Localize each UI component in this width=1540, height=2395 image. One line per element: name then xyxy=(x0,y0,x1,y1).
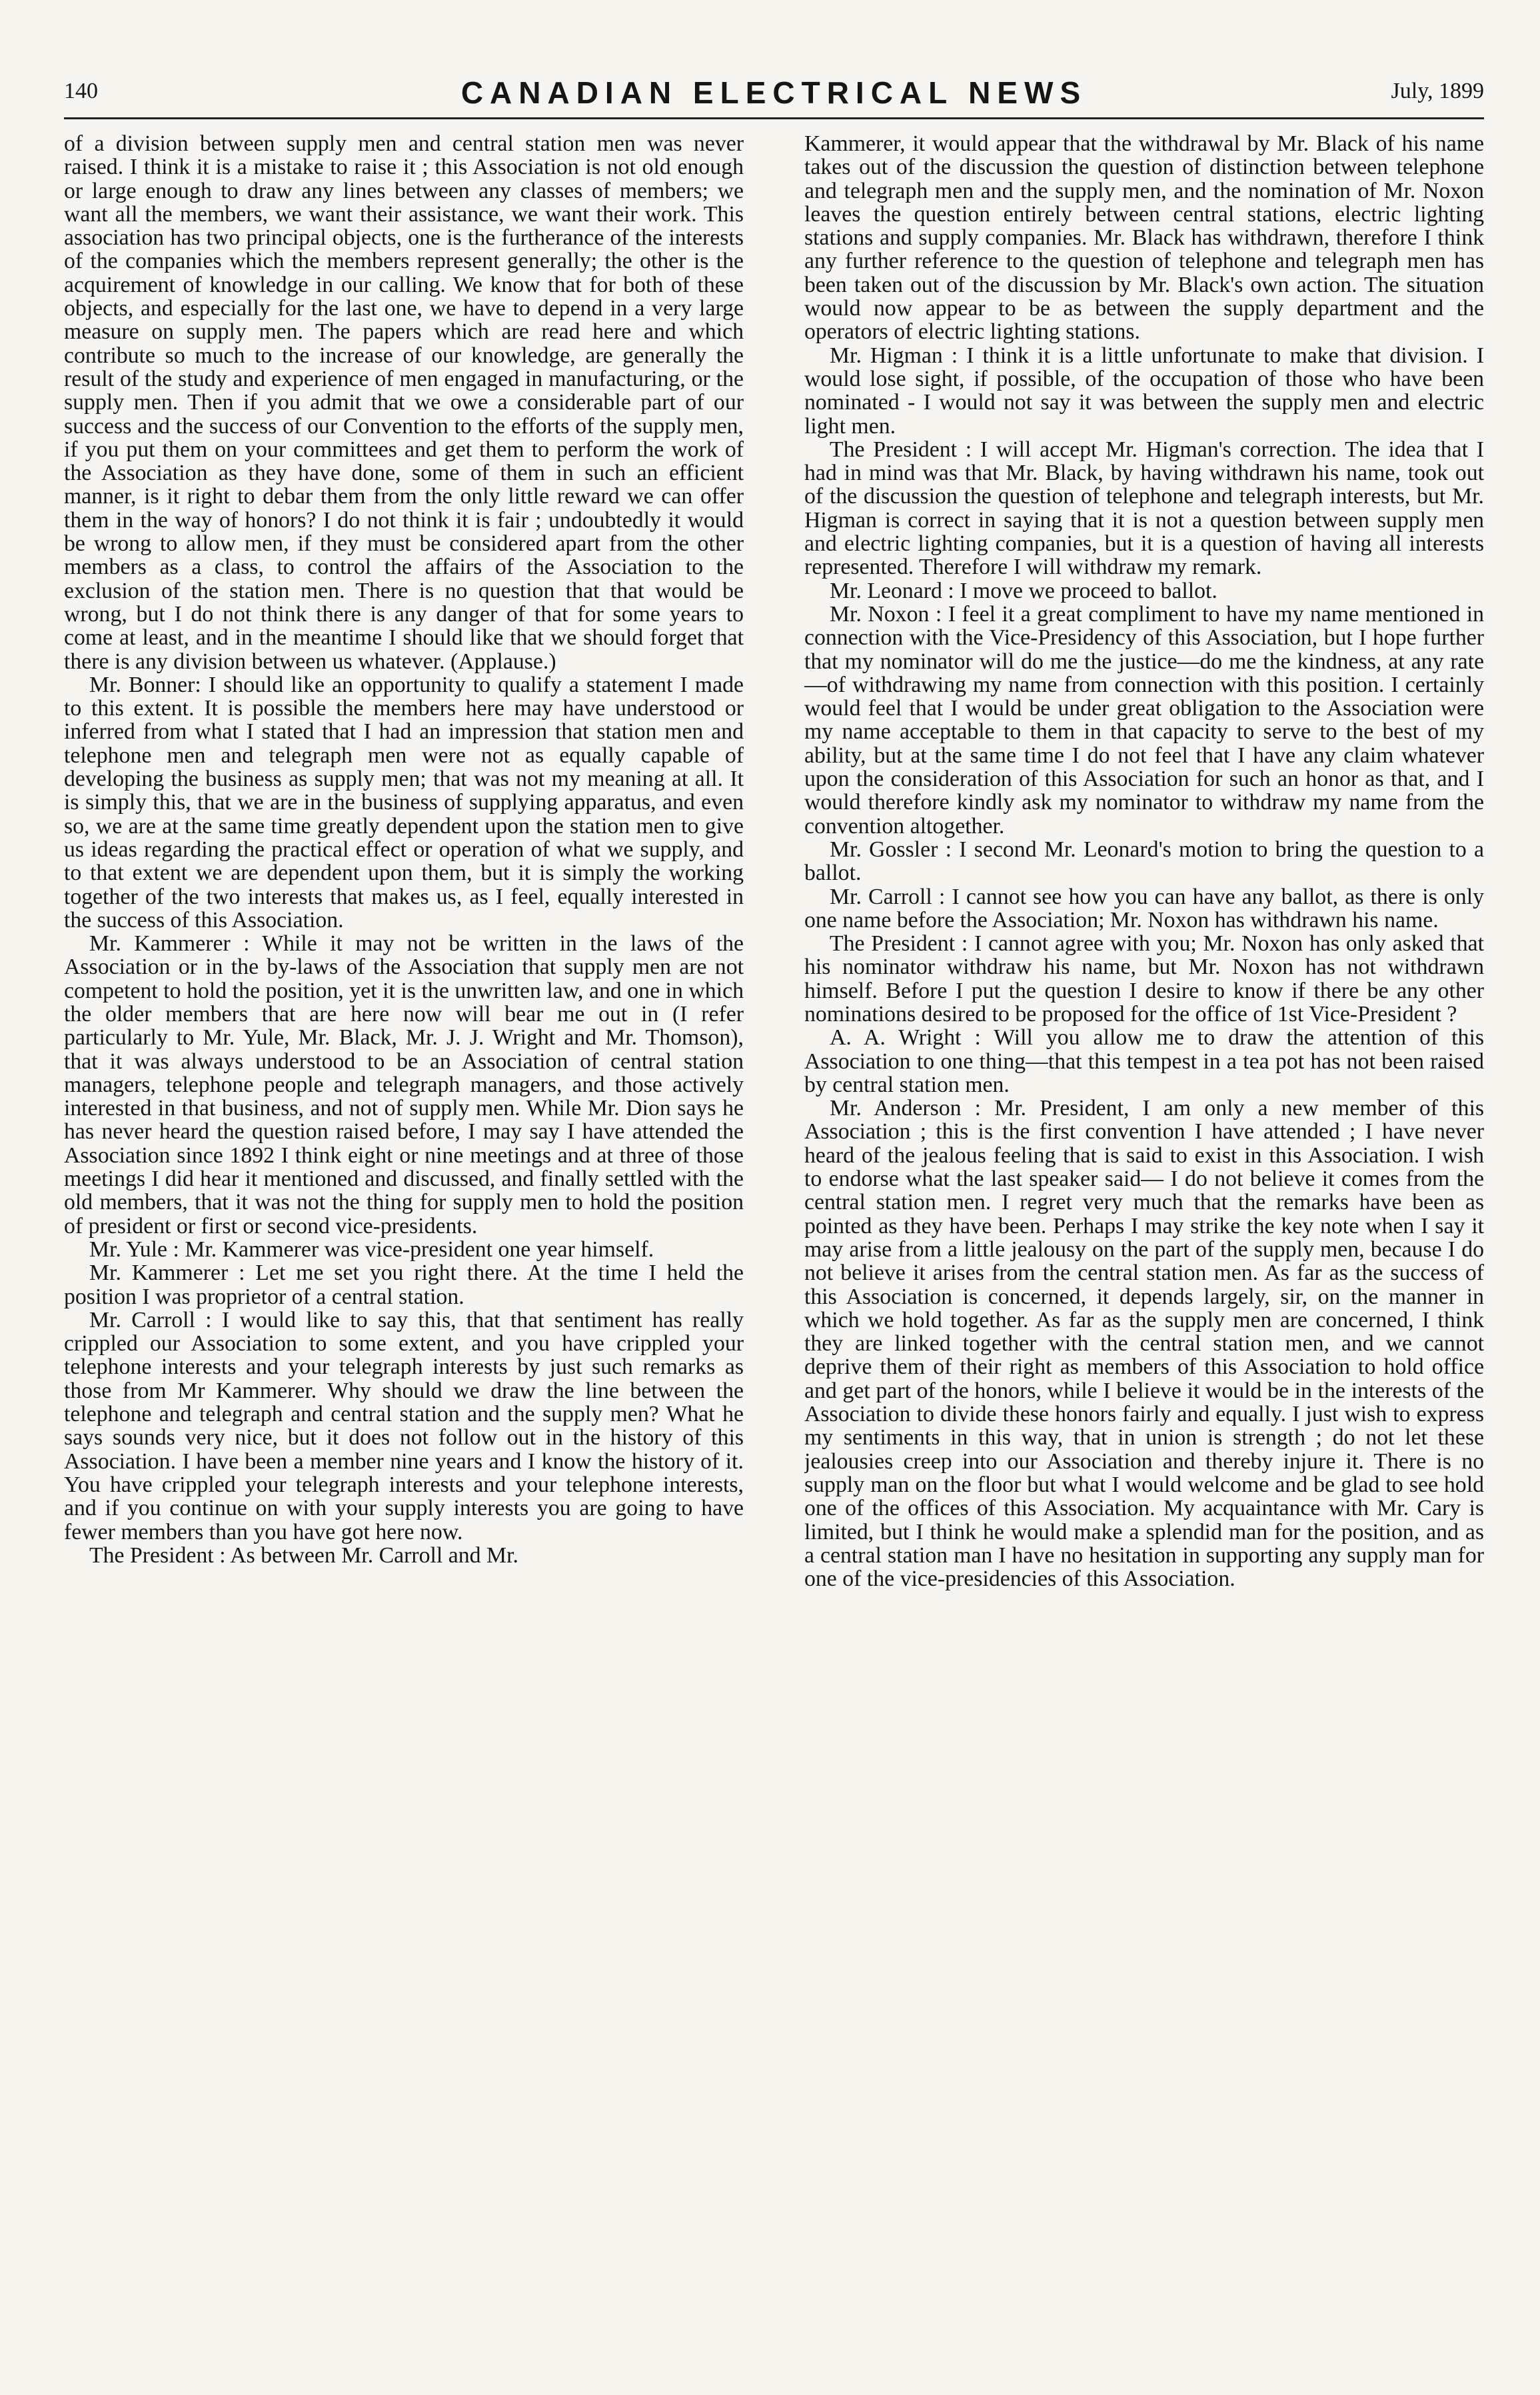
paragraph: Mr. Carroll : I would like to say this, that that sentiment has really crippled our Association to some extent, and you have crippled your telephone interests and your telegraph interests by just such remarks as those from Mr Kammerer. Why should we draw the line between the telephone and telegraph and central station and the supply men? What he says sounds very nice, but it does not follow out in the history of this Association. I have been a member nine years and I know the history of it. You have crippled your telegraph interests and your telephone interests, and if you continue on with your supply interests you are going to have fewer members than you have got here now. xyxy=(64,1307,744,1544)
masthead xyxy=(64,75,1484,117)
paragraph: Mr. Leonard : I move we proceed to ballot. xyxy=(830,578,1217,603)
paragraph: Mr. Yule : Mr. Kammerer was vice-president one year himself. xyxy=(89,1236,654,1262)
text-columns xyxy=(64,132,1484,2355)
paragraph: Mr. Noxon : I feel it a great compliment to have my name mentioned in connection with the Vice-Presidency of this Association, but I hope further that my nominator will do me the justice—do me the kindness, at any rate—of withdrawing my name from connection with this position. I certainly would feel that I would be under great obligation to the Association were my name acceptable to them in that capacity to serve to the best of my ability, but at the same time I do not feel that I have any claim whatever upon the consideration of this Association for such an honor as that, and I would therefore kindly ask my nominator to withdraw my name from the convention altogether. xyxy=(804,601,1484,839)
paragraph: The President : As between Mr. Carroll and Mr. xyxy=(89,1542,518,1568)
paragraph: Kammerer, it would appear that the withdrawal by Mr. Black of his name takes out of the discussion the question of distinction between telephone and telegraph men and the supply men, and the nomination of Mr. Noxon leaves the question entirely between central stations, electric lighting stations and supply companies. Mr. Black has withdrawn, therefore I think any further reference to the question of telephone and telegraph men has been taken out of the discussion by Mr. Black's own action. The situation would now appear to be as between the supply department and the operators of electric lighting stations. xyxy=(804,132,1484,345)
paragraph: The President : I will accept Mr. Higman's correction. The idea that I had in mind was that Mr. Black, by having withdrawn his name, took out of the discussion the question of telephone and telegraph interests, but Mr. Higman is correct in saying that it is not a question between supply men and electric lighting companies, but it is a question of having all interests represented. Therefore I will withdraw my remark. xyxy=(804,437,1484,580)
paragraph: Mr. Higman : I think it is a little unfortunate to make that division. I would lose sight, if possible, of the occupation of those who have been nominated - I would not say it was between the supply men and electric light men. xyxy=(804,343,1484,439)
paragraph: The President : I cannot agree with you; Mr. Noxon has only asked that his nominator withdraw his name, but Mr. Noxon has not withdrawn himself. Before I put the question I desire to know if there be any other nominations desired to be proposed for the office of 1st Vice-President ? xyxy=(804,931,1484,1027)
header-rule xyxy=(64,117,1484,119)
paragraph: A. A. Wright : Will you allow me to draw the attention of this Association to one thing—that this tempest in a tea pot has not been raised by central station men. xyxy=(804,1025,1484,1097)
paragraph: Mr. Bonner: I should like an opportunity to qualify a statement I made to this extent. It is possible the members here may have understood or inferred from what I stated that I had an impression that station men and telephone men and telegraph men were not as equally capable of developing the business as supply men; that was not my meaning at all. It is simply this, that we are in the business of supplying apparatus, and even so, we are at the same time greatly dependent upon the station men to give us ideas regarding the practical effect or operation of what we supply, and to that extent we are dependent upon them, but it is simply the working together of the two interests that makes us, as I feel, equally interested in the success of this Association. xyxy=(64,672,744,933)
paragraph: Mr. Gossler : I second Mr. Leonard's motion to bring the question to a ballot. xyxy=(804,837,1484,886)
page-number: 140 xyxy=(64,79,98,103)
left-column xyxy=(64,132,744,2355)
paragraph: Mr. Carroll : I cannot see how you can have any ballot, as there is only one name before the Association; Mr. Noxon has withdrawn his name. xyxy=(804,884,1484,933)
right-column xyxy=(804,132,1484,2355)
publication-title: CANADIAN ELECTRICAL NEWS xyxy=(460,75,1088,110)
issue-date: July, 1899 xyxy=(1391,79,1484,103)
paragraph: of a division between supply men and central station men was never raised. I think it is a mistake to raise it ; this Association is not old enough or large enough to draw any lines between any classes of members; we want all the members, we want their assistance, we want their work. This association has two principal objects, one is the furtherance of the interests of the companies which the members represent generally; the other is the acquirement of knowledge in our calling. We know that for both of these objects, and especially for the last one, we have to depend in a very large measure on supply men. The papers which are read here and which contribute so much to the increase of our knowledge, are generally the result of the study and experience of men engaged in manufacturing, or the supply men. Then if you admit that we owe a considerable part of our success and the success of our Convention to the efforts of the supply men, if you put them on your committees and get them to perform the work of the Association as they have done, some of them in such an efficient manner, is it right to debar them from the only little reward we can offer them in the way of honors? I do not think it is fair ; undoubtedly it would be wrong to allow men, if they must be considered apart from the other members as a class, to control the affairs of the Association to the exclusion of the station men. There is no question that that would be wrong, but I do not think there is any danger of that for some years to come at least, and in the meantime I should like that we should forget that there is any division between us whatever. (Applause.) xyxy=(64,132,744,674)
paragraph: Mr. Kammerer : While it may not be written in the laws of the Association or in the by-laws of the Association that supply men are not competent to hold the position, yet it is the unwritten law, and one in which the older members that are here now will bear me out in (I refer particularly to Mr. Yule, Mr. Black, Mr. J. J. Wright and Mr. Thomson), that it was always understood to be an Association of central station managers, telephone people and telegraph managers, and those actively interested in that business, and not of supply men. While Mr. Dion says he has never heard the question raised before, I may say I have attended the Association since 1892 I think eight or nine meetings and at three of those meetings I did hear it mentioned and discussed, and finally settled with the old members, that it was not the thing for supply men to hold the position of president or first or second vice-presidents. xyxy=(64,931,744,1238)
paragraph: Mr. Kammerer : Let me set you right there. At the time I held the position I was proprietor of a central station. xyxy=(64,1260,744,1309)
paragraph: Mr. Anderson : Mr. President, I am only a new member of this Association ; this is the first convention I have attended ; I have never heard of the jealous feeling that is said to exist in this Association. I wish to endorse what the last speaker said— I do not believe it comes from the central station men. I regret very much that the remarks have been as pointed as they have been. Perhaps I may strike the key note when I say it may arise from a little jealousy on the part of the supply men, because I do not believe it arises from the central station men. As far as the success of this Association is concerned, it depends largely, sir, on the manner in which we hold together. As far as the supply men are concerned, I think they are linked together with the central station men, and we cannot deprive them of their right as members of this Association to hold office and get part of the honors, while I believe it would be in the interests of the Association to divide these honors fairly and equally. I just wish to express my sentiments in this way, that in union is strength ; do not let these jealousies creep into our Association and thereby injure it. There is no supply man on the floor but what I would welcome and be glad to see hold one of the offices of this Association. My acquaintance with Mr. Cary is limited, but I think he would make a splendid man for the position, and as a central station man I have no hesitation in supporting any supply man for one of the vice-presidencies of this Association. xyxy=(804,1096,1484,1592)
